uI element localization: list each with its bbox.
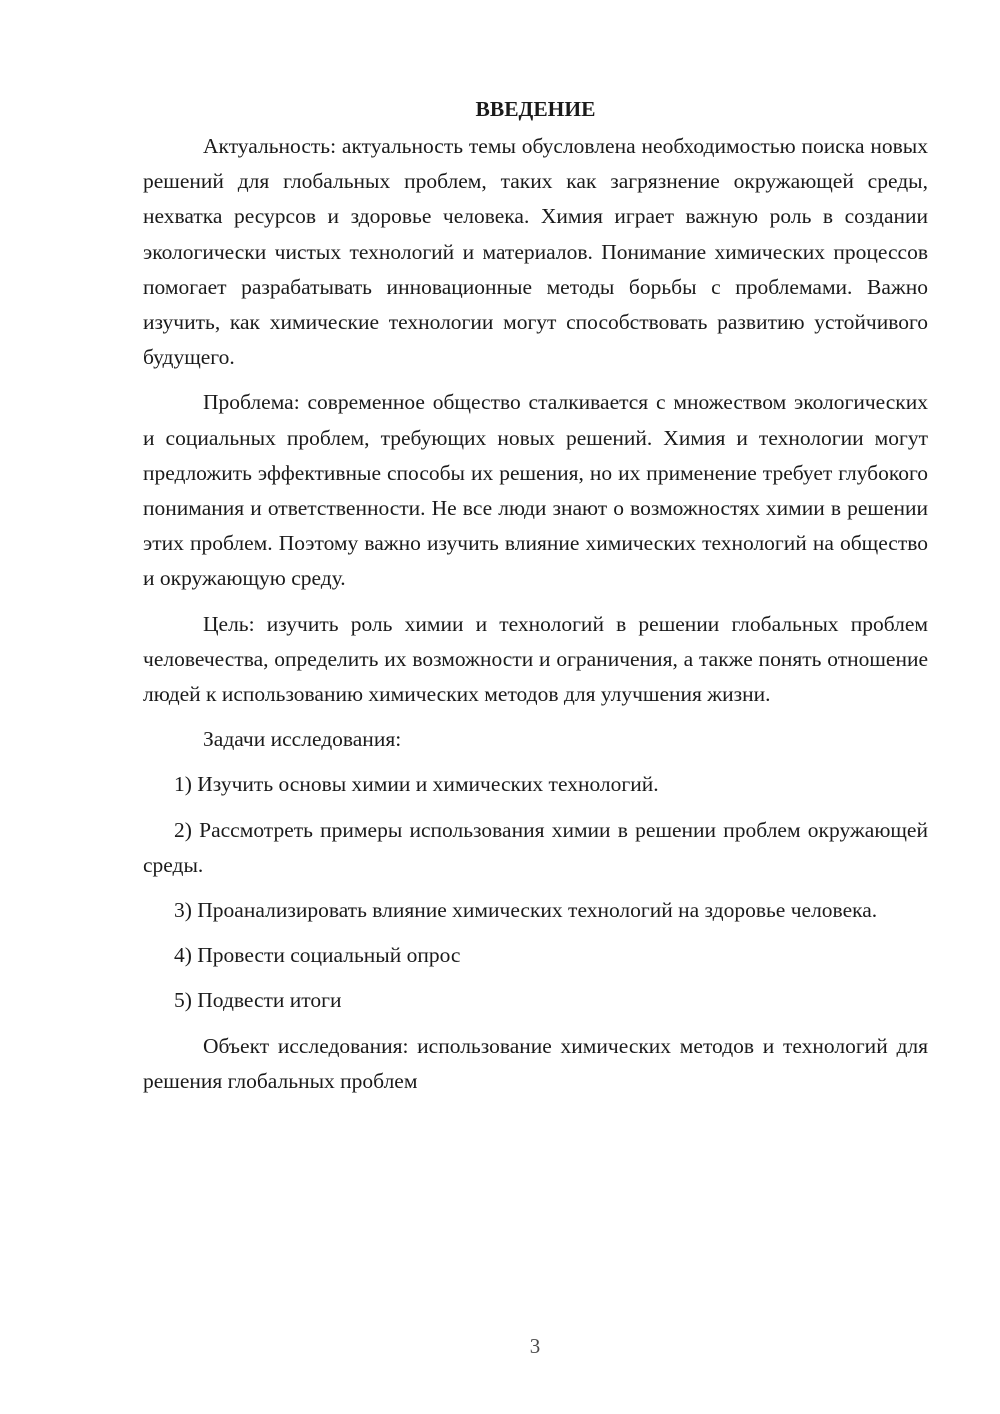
task-item-1: 1) Изучить основы химии и химических технологий. <box>174 772 659 797</box>
object-paragraph: Объект исследования: использование химических методов и технологий для решения глобальных проблем <box>143 1033 928 1093</box>
task-item-2: 2) Рассмотреть примеры использования химии в решении проблем окружающей среды. <box>143 817 928 877</box>
problem-paragraph: Проблема: современное общество сталкивается с множеством экологических и социальных проблем, требующих новых решений. Химия и технологии могут предложить эффективные способы их решения, но их применение требует глубокого понимания и ответственности. Не все люди знают о возможностях химии в решении этих проблем. Поэтому важно изучить влияние химических технологий на общество и окружающую среду. <box>143 390 928 591</box>
document-body <box>143 92 928 1109</box>
task-item-4: 4) Провести социальный опрос <box>174 943 461 968</box>
page-number: 3 <box>529 1334 541 1358</box>
task-item-3: 3) Проанализировать влияние химических технологий на здоровье человека. <box>174 898 878 923</box>
goal-paragraph: Цель: изучить роль химии и технологий в решении глобальных проблем человечества, определить их возможности и ограничения, а также понять отношение людей к использованию химических методов для улучшения жизни. <box>143 611 928 707</box>
section-title: ВВЕДЕНИЕ <box>475 97 596 121</box>
relevance-paragraph: Актуальность: актуальность темы обусловлена необходимостью поиска новых решений для глобальных проблем, таких как загрязнение окружающей среды, нехватка ресурсов и здоровье человека. Химия играет важную роль в создании экологически чистых технологий и материалов. Понимание химических процессов помогает разрабатывать инновационные методы борьбы с проблемами. Важно изучить, как химические технологии могут способствовать развитию устойчивого будущего. <box>143 134 928 370</box>
task-item-5: 5) Подвести итоги <box>174 988 342 1013</box>
tasks-heading: Задачи исследования: <box>203 727 402 752</box>
